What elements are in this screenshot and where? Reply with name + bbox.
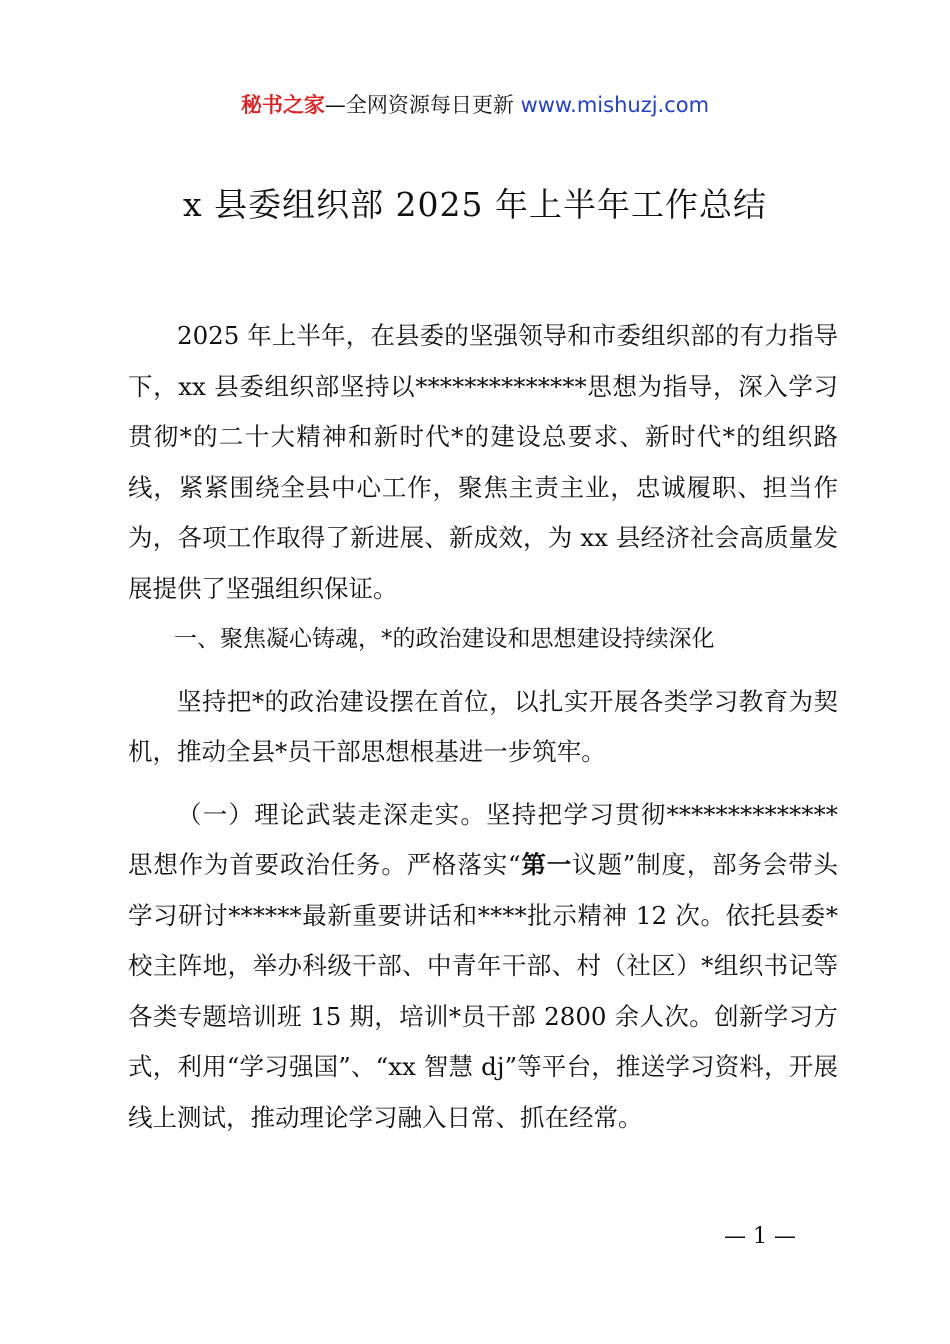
- item-text-part2: 议题”制度，部务会带头学习研讨******最新重要讲话和****批示精神 12 次。依托县委*校主阵地，举办科级干部、中青年干部、村（社区）*组织书记等各类专题培训班 15 期，培训*员干部 2800 余人次。创新学习方式，利用“学习强国”、“xx 智慧 dj”等平台，推送学习资料，开展线上测试，推动理论学习融入日常、抓在经常。: [128, 850, 839, 1132]
- section-intro-paragraph: 坚持把*的政治建设摆在首位，以扎实开展各类学习教育为契机，推动全县*员干部思想根基进一步筑牢。: [128, 686, 838, 766]
- document-title: x 县委组织部 2025 年上半年工作总结: [182, 185, 768, 224]
- page-number: — 1 —: [724, 1224, 796, 1249]
- header-banner: [0, 90, 950, 120]
- site-url-link[interactable]: www.mishuzj.com: [520, 93, 710, 117]
- item-text-bold: 第一: [520, 850, 573, 879]
- section-item-paragraph: [128, 790, 838, 1144]
- brand-name: 秘书之家: [240, 93, 325, 117]
- document-body: [128, 311, 838, 1143]
- header-tagline: —全网资源每日更新: [324, 93, 521, 117]
- item-text-part1: （一）理论武装走深走实。坚持把学习贯彻**************思想作为首要政治任务。严格落实“: [128, 799, 838, 879]
- intro-paragraph: 2025 年上半年，在县委的坚强领导和市委组织部的有力指导下，xx 县委组织部坚持以**************思想为指导，深入学习贯彻*的二十大精神和新时代*的建设总要求、新时代*的组织路线，紧紧围绕全县中心工作，聚焦主责主业，忠诚履职、担当作为，各项工作取得了新进展、新成效，为 xx 县经济社会高质量发展提供了坚强组织保证。: [128, 321, 838, 603]
- section-heading: 一、聚焦凝心铸魂，*的政治建设和思想建设持续深化: [174, 626, 715, 652]
